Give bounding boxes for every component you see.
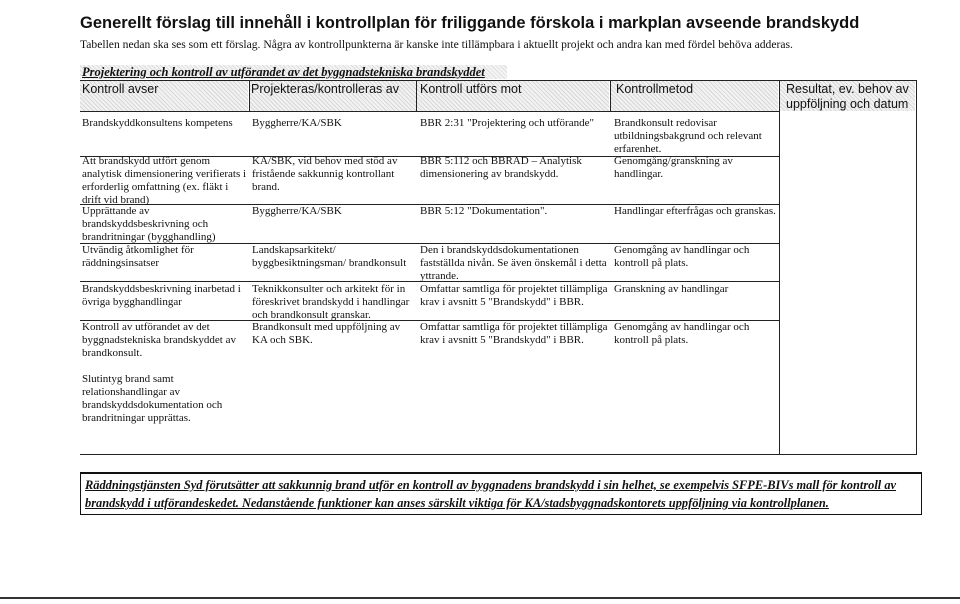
table-cell: Granskning av handlingar	[614, 283, 729, 295]
section-heading: Projektering och kontroll av utförandet av det byggnadstekniska brandskyddet	[80, 65, 507, 79]
table-cell: Genomgång/granskning av handlingar.	[614, 155, 733, 180]
document-title: Generellt förslag till innehåll i kontrollplan för friliggande förskola i markplan avseende brandskydd	[80, 14, 860, 32]
table-cell: Upprättande av brandskyddsbeskrivning och brandritningar (bygghandling)	[82, 205, 216, 243]
footer-rule	[0, 597, 960, 599]
table-cell: Omfattar samtliga för projektet tillämpliga krav i avsnitt 5 "Brandskydd" i BBR.	[420, 283, 608, 308]
table-cell: Brandskyddkonsultens kompetens	[82, 117, 233, 129]
table-cell: BBR 2:31 "Projektering och utförande"	[420, 117, 594, 129]
col-border-4	[779, 80, 780, 454]
header-projekteras: Projekteras/kontrolleras av	[251, 82, 399, 96]
table-cell: Genomgång av handlingar och kontroll på plats.	[614, 244, 750, 269]
table-cell: Kontroll av utförandet av det byggnadstekniska brandskyddet av brandkonsult.	[82, 321, 236, 359]
table-cell: Byggherre/KA/SBK	[252, 117, 342, 129]
table-cell: Teknikkonsulter och arkitekt för in föreskrivet brandskydd i handlingar och brandkonsult granskar.	[252, 283, 410, 321]
header-bottom-border	[80, 111, 780, 112]
col-border-1	[249, 80, 250, 111]
table-cell: Utvändig åtkomlighet för räddningsinsatser	[82, 244, 194, 269]
table-cell: Brandkonsult redovisar utbildningsbakgrund och relevant erfarenhet.	[614, 117, 762, 155]
note-text: Räddningstjänsten Syd förutsätter att sakkunnig brand utför en kontroll av byggnadens brandskydd i sin helhet, se exempelvis SFPE-BIVs mall för kontroll av brandskydd i utförandeskedet. Nedanstående funktioner kan anses särskilt viktiga för KA/stadsbyggnadskontorets uppföljning via kontrollplanen.	[85, 478, 897, 510]
table-cell: BBR 5:112 och BBRAD – Analytisk dimensionering av brandskydd.	[420, 155, 582, 180]
table-bottom-border	[80, 454, 917, 455]
table-cell: Landskapsarkitekt/ byggbesiktningsman/ brandkonsult	[252, 244, 407, 269]
header-resultat: Resultat, ev. behov av	[786, 82, 909, 96]
table-top-border	[80, 80, 916, 81]
table-cell: BBR 5:12 "Dokumentation".	[420, 205, 548, 217]
table-cell: Genomgång av handlingar och kontroll på plats.	[614, 321, 750, 346]
table-cell: Brandskyddsbeskrivning inarbetad i övriga bygghandlingar	[82, 283, 241, 308]
header-kontrollmetod: Kontrollmetod	[616, 82, 694, 96]
intro-text: Tabellen nedan ska ses som ett förslag. Några av kontrollpunkterna är kanske inte tillämpbara i aktuellt projekt och andra kan med fördel behöva adderas.	[80, 38, 793, 51]
table-cell: Omfattar samtliga för projektet tillämpliga krav i avsnitt 5 "Brandskydd" i BBR.	[420, 321, 608, 346]
header-kontroll-utfors-mot: Kontroll utförs mot	[420, 82, 522, 96]
header-kontroll-avser: Kontroll avser	[82, 82, 159, 96]
header-uppfoljning: uppföljning och datum	[786, 97, 909, 111]
col-border-3	[610, 80, 611, 111]
col-border-5	[916, 80, 917, 454]
table-cell: KA/SBK, vid behov med stöd av fristående sakkunnig kontrollant brand.	[252, 155, 398, 193]
table-cell: Byggherre/KA/SBK	[252, 205, 342, 217]
table-cell: Slutintyg brand samt relationshandlingar av brandskyddsdokumentation och brandritningar upprättas.	[82, 373, 223, 424]
table-cell: Handlingar efterfrågas och granskas.	[614, 205, 776, 217]
table-cell: Brandkonsult med uppföljning av KA och SBK.	[252, 321, 401, 346]
table-cell: Att brandskydd utfört genom analytisk dimensionering verifierats i erforderlig omfattning (ex. fläkt i drift vid brand)	[82, 155, 247, 206]
table-cell: Den i brandskyddsdokumentationen fastställda nivån. Se även önskemål i detta yttrande.	[420, 244, 607, 282]
col-border-2	[416, 80, 417, 111]
note-box	[80, 472, 922, 515]
